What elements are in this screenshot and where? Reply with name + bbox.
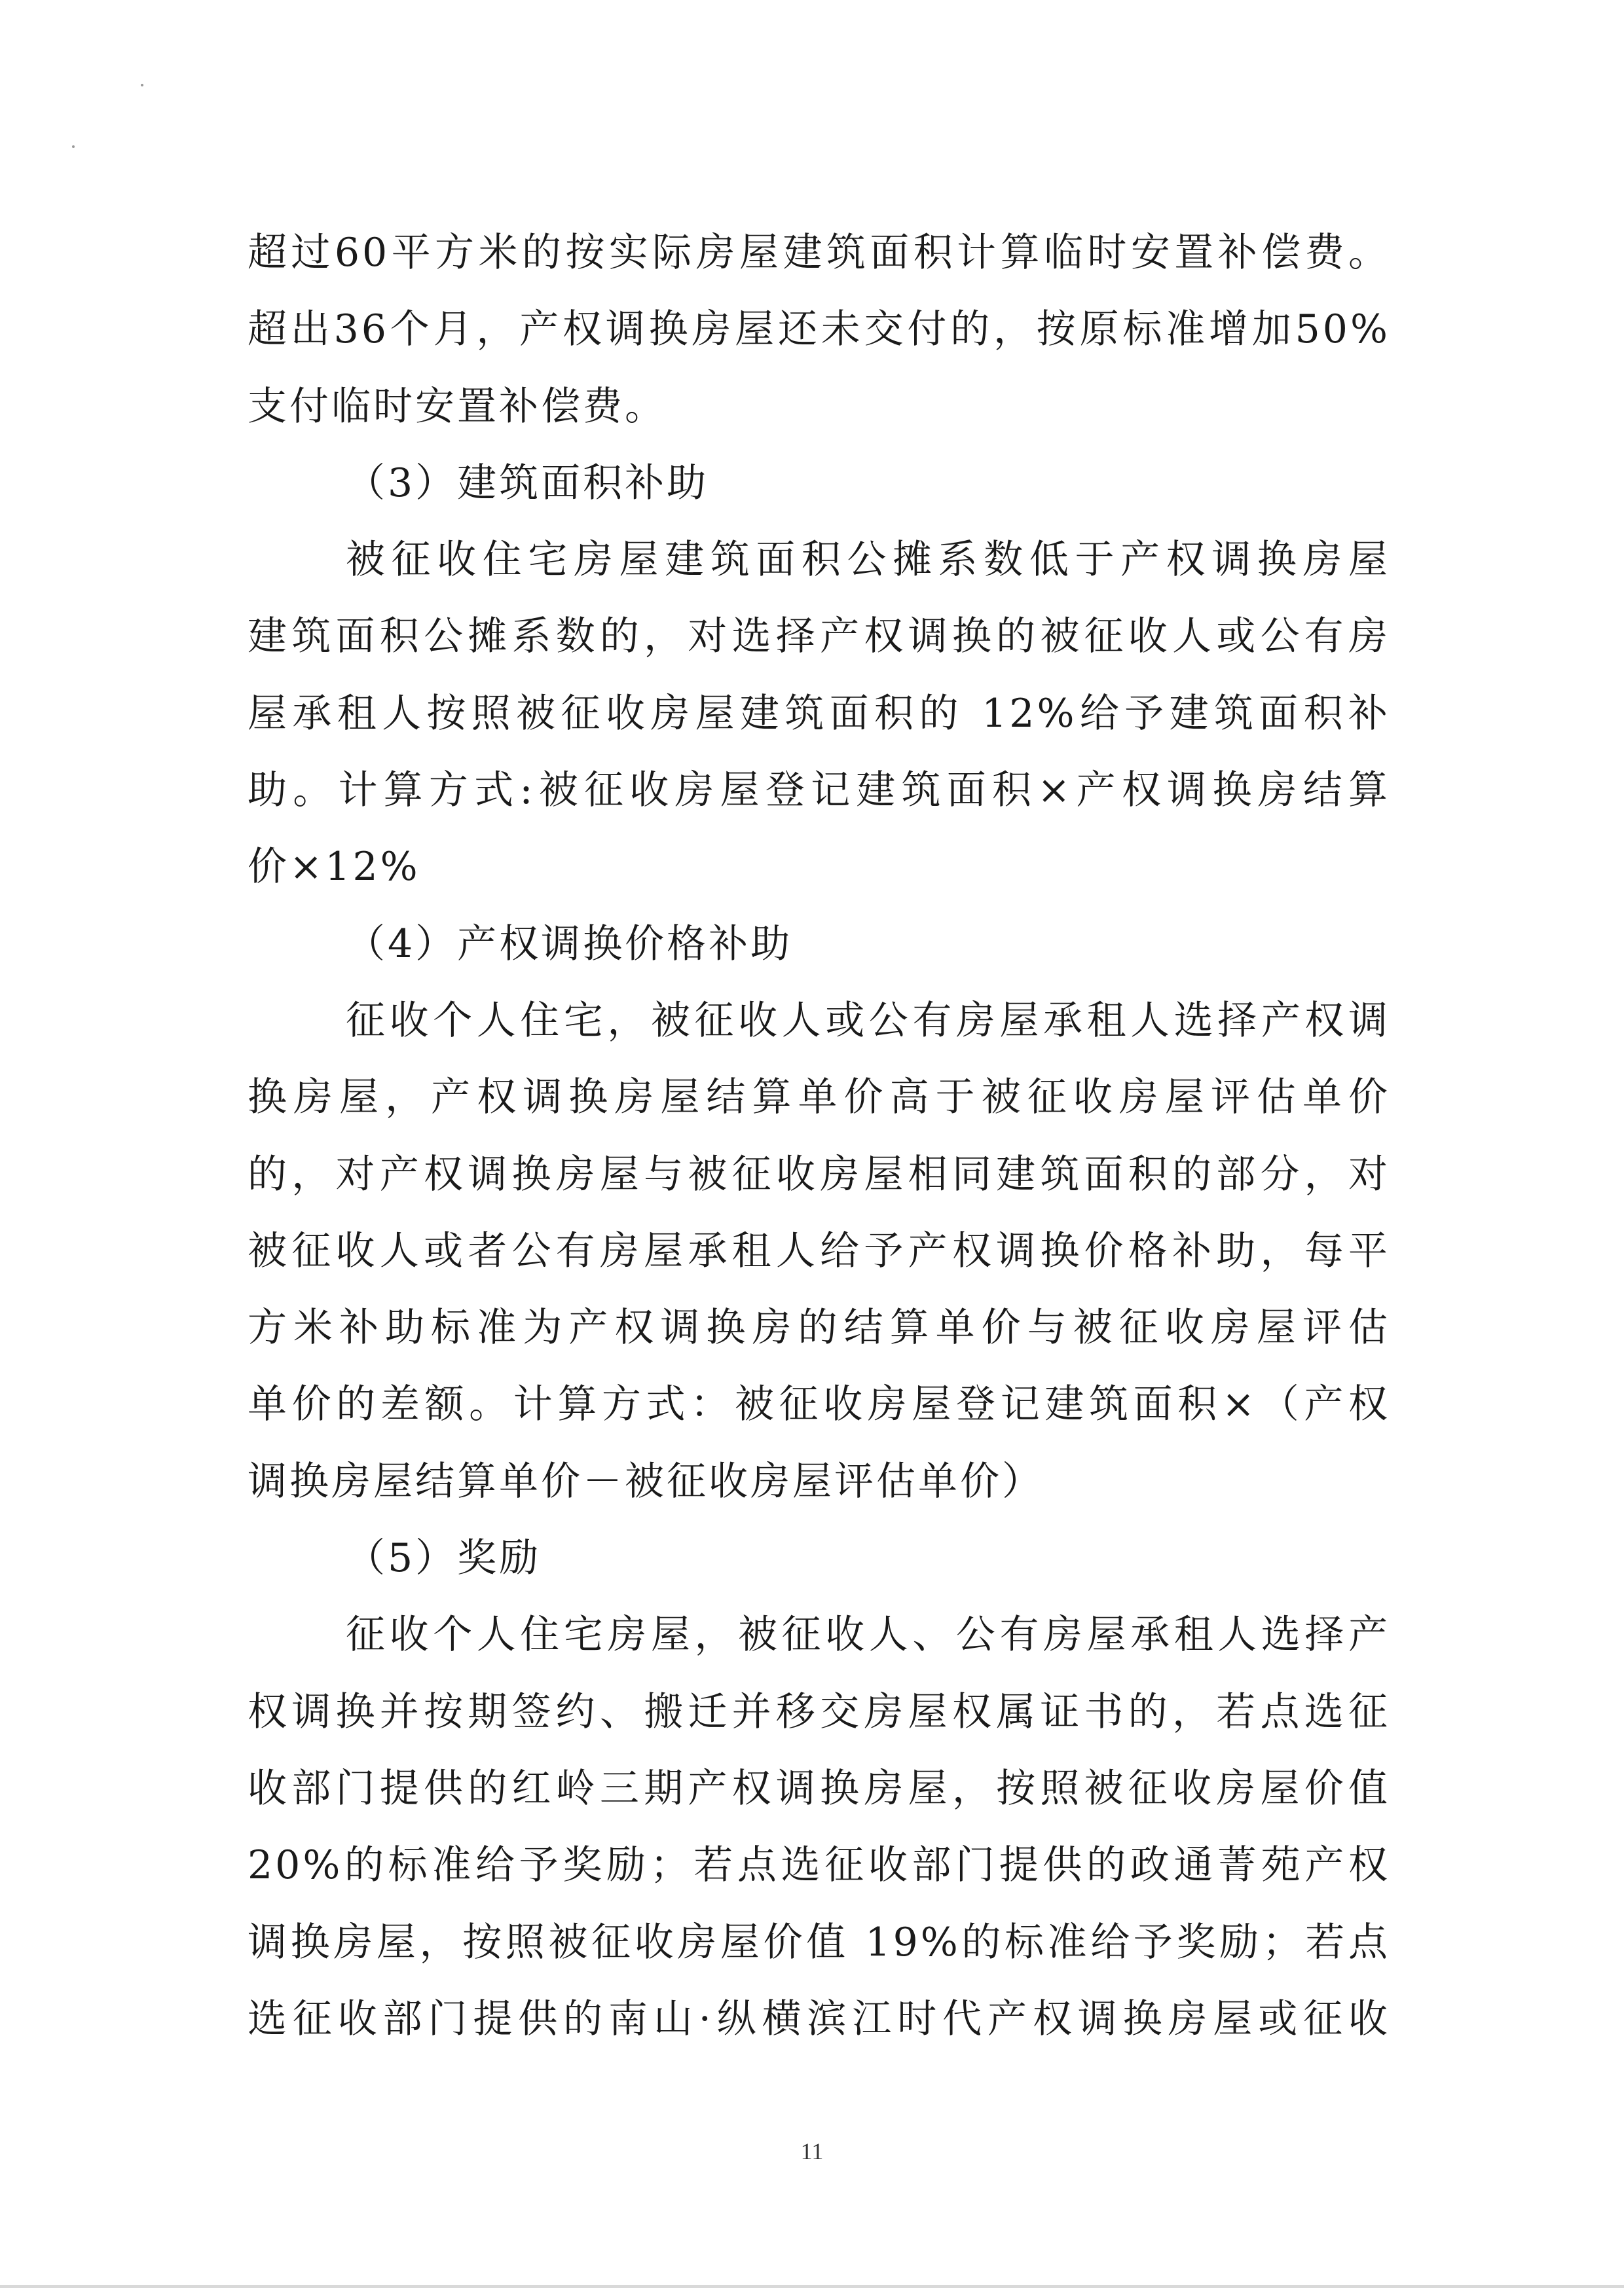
text-line: 屋承租人按照被征收房屋建筑面积的 12%给予建筑面积补: [248, 690, 1390, 737]
text-line: 调换房屋，按照被征收房屋价值 19%的标准给予奖励；若点: [248, 1919, 1390, 1965]
text-line: 20%的标准给予奖励；若点选征收部门提供的政通菁苑产权: [248, 1842, 1390, 1889]
text-line: （3）建筑面积补助: [346, 460, 709, 506]
text-line: 的，对产权调换房屋与被征收房屋相同建筑面积的部分，对: [248, 1151, 1390, 1197]
text-line: 征收个人住宅，被征收人或公有房屋承租人选择产权调: [346, 997, 1390, 1044]
scan-speck: [141, 84, 143, 86]
text-line: 方米补助标准为产权调换房的结算单价与被征收房屋评估: [248, 1305, 1390, 1351]
text-line: 权调换并按期签约、搬迁并移交房屋权属证书的，若点选征: [248, 1688, 1390, 1735]
text-line: 被征收人或者公有房屋承租人给予产权调换价格补助，每平: [248, 1228, 1390, 1274]
body-text: [248, 215, 1390, 2058]
text-line: 建筑面积公摊系数的，对选择产权调换的被征收人或公有房: [248, 613, 1390, 660]
text-line: 超过60平方米的按实际房屋建筑面积计算临时安置补偿费。: [248, 230, 1390, 276]
bottom-edge: [0, 2285, 1624, 2288]
text-line: 被征收住宅房屋建筑面积公摊系数低于产权调换房屋: [346, 537, 1390, 583]
text-line: 单价的差额。计算方式：被征收房屋登记建筑面积×（产权: [248, 1381, 1390, 1428]
text-line: 收部门提供的红岭三期产权调换房屋，按照被征收房屋价值: [248, 1765, 1390, 1812]
scan-speck: [72, 145, 75, 148]
page-number: 11: [800, 2138, 824, 2164]
text-line: 调换房屋结算单价－被征收房屋评估单价）: [248, 1458, 1044, 1504]
text-line: （4）产权调换价格补助: [346, 920, 793, 967]
text-line: 征收个人住宅房屋，被征收人、公有房屋承租人选择产: [346, 1612, 1390, 1658]
text-line: 超出36个月，产权调换房屋还未交付的，按原标准增加50%: [248, 306, 1390, 353]
text-line: 支付临时安置补偿费。: [248, 383, 667, 429]
text-line: （5）奖励: [346, 1535, 542, 1582]
text-line: 选征收部门提供的南山·纵横滨江时代产权调换房屋或征收: [248, 1995, 1390, 2042]
text-line: 换房屋，产权调换房屋结算单价高于被征收房屋评估单价: [248, 1074, 1390, 1121]
text-line: 助。计算方式:被征收房屋登记建筑面积×产权调换房结算: [248, 767, 1390, 814]
text-line: 价×12%: [248, 844, 420, 890]
